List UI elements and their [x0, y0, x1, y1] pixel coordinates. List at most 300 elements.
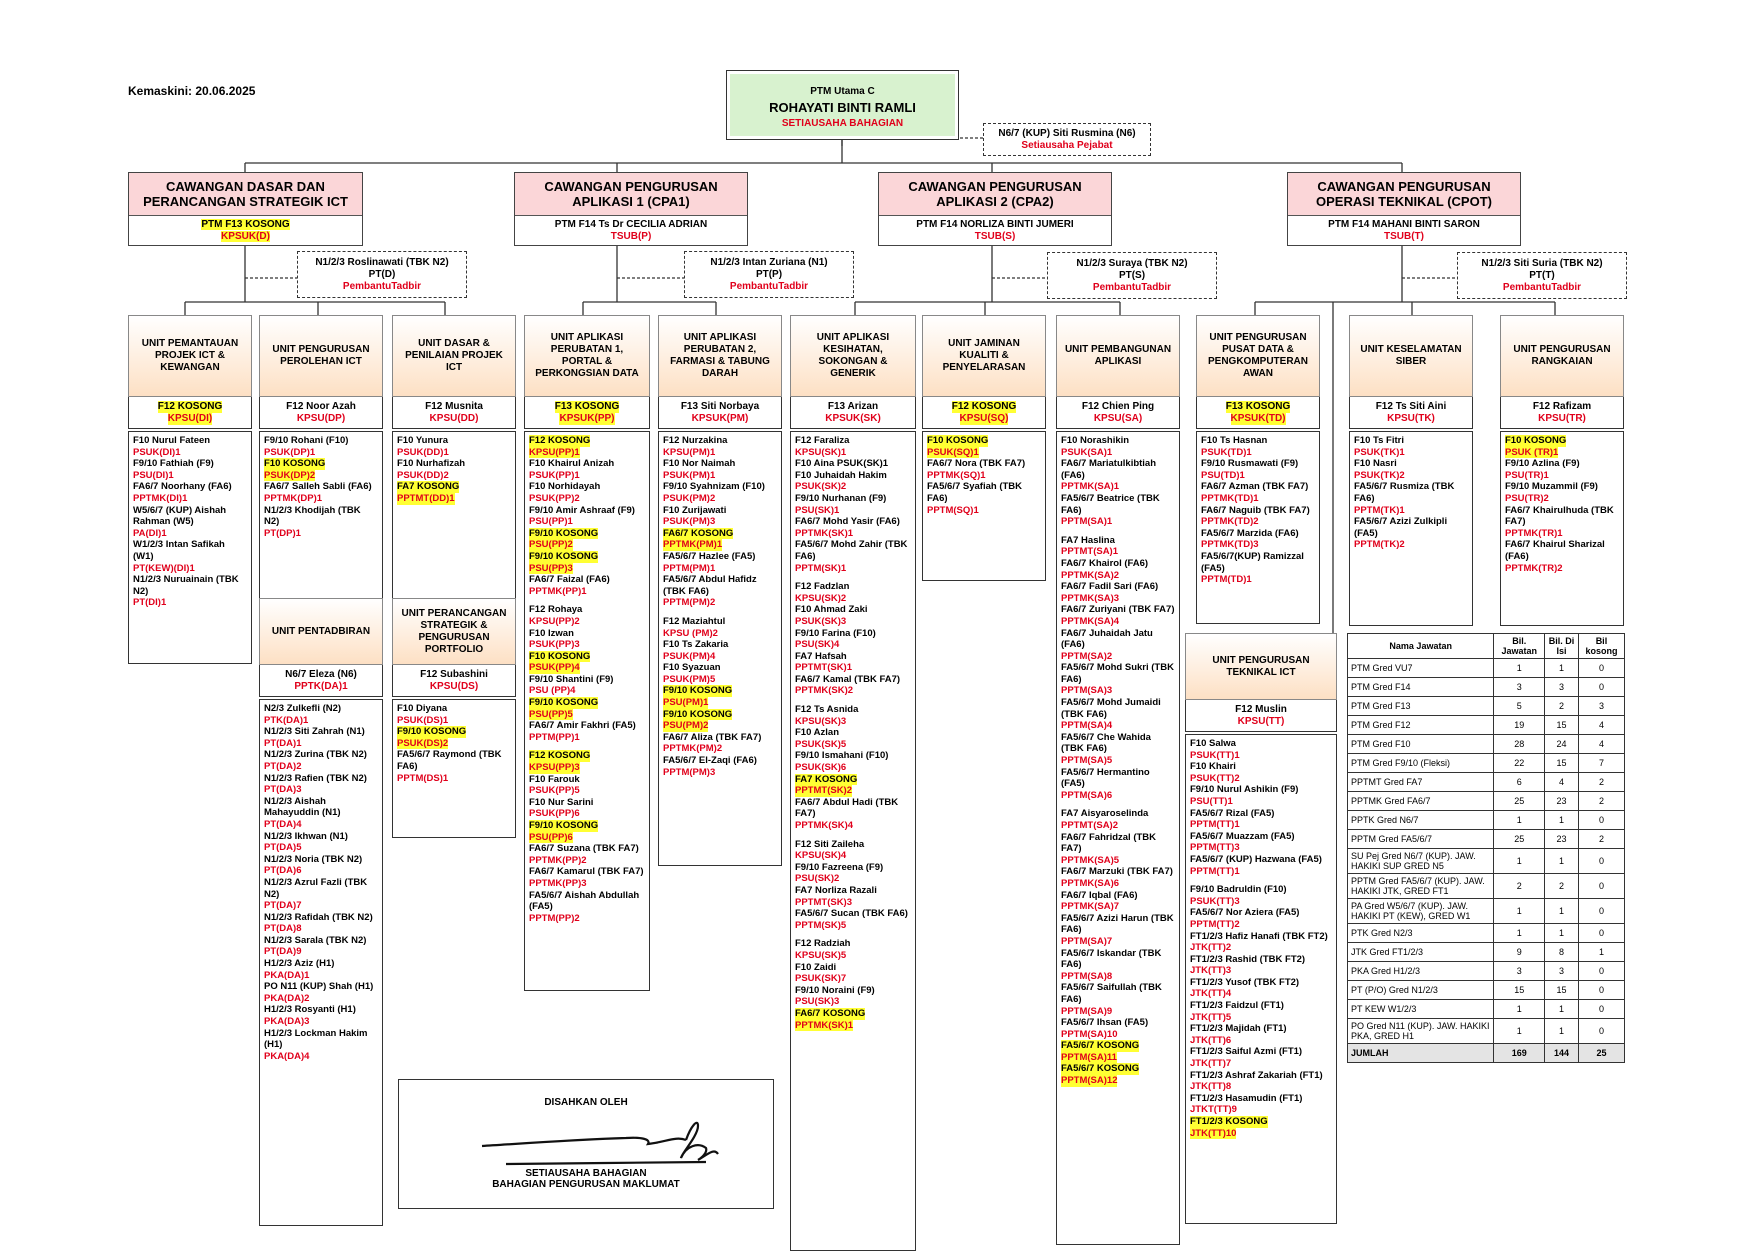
summary-header-cell: Bil kosong [1578, 634, 1624, 659]
admin-assistant-box [684, 251, 854, 298]
staff-entry: FA5/6/7 KOSONG [1061, 1063, 1140, 1075]
summary-cell: 5 [1494, 697, 1545, 716]
unit-head-box [790, 397, 916, 429]
unit-head-name: F12 Noor Azah [286, 400, 356, 412]
summary-cell: PO Gred N11 (KUP). JAW. HAKIKI PKA, GRED H1 [1348, 1019, 1494, 1044]
branch-title: CAWANGAN PENGURUSAN APLIKASI 2 (CPA2) [879, 173, 1111, 216]
staff-entry: JTK(TT)2 [1190, 942, 1232, 954]
staff-entry: FA6/7 Aliza (TBK FA7) [663, 731, 762, 743]
position-summary-table [1347, 633, 1625, 1063]
staff-entry: PSU(PP)2 [529, 539, 573, 551]
unit-head-box [1056, 397, 1180, 429]
staff-entry: F9/10 Nurul Ashikin (F9) [1190, 784, 1299, 796]
staff-entry: F9/10 Ismahani (F10) [795, 750, 889, 762]
staff-entry: FA5/6/7 Rusmiza (TBK FA6) [1354, 481, 1455, 504]
summary-header-cell: Nama Jawatan [1348, 634, 1494, 659]
unit-title-box: UNIT PENGURUSAN TEKNIKAL ICT [1185, 633, 1337, 700]
admin-assistant-name: N1/2/3 Intan Zuriana (N1) [710, 257, 828, 268]
branch-head-name: PTM F14 NORLIZA BINTI JUMERI [916, 219, 1074, 230]
staff-entry: PSU(PM)1 [663, 697, 709, 709]
summary-cell: 4 [1578, 735, 1624, 754]
unit-title-box: UNIT KESELAMATAN SIBER [1349, 315, 1473, 397]
branch-head-code: KPSUK(D) [221, 231, 270, 242]
summary-header-cell: Bil. Di Isi [1545, 634, 1579, 659]
admin-assistant-code: PT(S) [1118, 270, 1146, 281]
staff-entry: F10 Ts Fitri [1354, 435, 1404, 446]
staff-entry: PSUK(PP)6 [529, 808, 580, 820]
staff-entry: FA5/6/7 Muazzam (FA5) [1190, 830, 1295, 842]
summary-total-cell: 169 [1494, 1044, 1545, 1063]
staff-entry: PSUK(TD)1 [1201, 446, 1252, 458]
staff-entry: PT(DA)2 [264, 760, 302, 772]
staff-entry: FA6/7 Kamarul (TBK FA7) [529, 866, 644, 878]
staff-entry: JTKT(TT)9 [1190, 1104, 1237, 1116]
staff-entry: FA6/7 Fadil Sari (FA6) [1061, 581, 1159, 593]
summary-cell: 2 [1545, 697, 1579, 716]
summary-row [1348, 697, 1625, 716]
unit-head-box [922, 397, 1046, 429]
branch-head-name: PTM F14 MAHANI BINTI SARON [1328, 219, 1480, 230]
staff-entry: PSUK(PP)3 [529, 639, 580, 651]
staff-entry: PPTM(SA)11 [1061, 1051, 1117, 1063]
summary-cell: 1 [1545, 849, 1579, 874]
unit-head-code: KPSU(DD) [429, 412, 479, 424]
staff-entry: JTK(TT)3 [1190, 965, 1232, 977]
staff-entry: N1/2/3 Rafidah (TBK N2) [264, 911, 373, 923]
staff-entry: FA6/7 Nora (TBK FA7) [927, 458, 1026, 470]
approver-title: SETIAUSAHA BAHAGIAN [525, 1168, 647, 1179]
staff-entry: FA5/6/7 Sucan (TBK FA6) [795, 908, 908, 920]
staff-entry: PPTMT(SK)2 [795, 785, 852, 797]
summary-cell: 15 [1494, 981, 1545, 1000]
staff-entry: KPSU(PP)3 [529, 762, 580, 774]
staff-entry: F9/10 Rusmawati (F9) [1201, 458, 1299, 470]
staff-entry: PPTMK(SK)1 [795, 527, 854, 539]
staff-entry: PPTM(SA)9 [1061, 1005, 1113, 1017]
unit-staff-list [1500, 431, 1624, 626]
staff-entry: PPTM(SA)3 [1061, 685, 1113, 697]
staff-entry: F10 Zaidi [795, 961, 837, 973]
branch-head [515, 216, 747, 243]
staff-entry: F9/10 Muzammil (F9) [1505, 481, 1598, 493]
admin-assistant-name: N1/2/3 Siti Suria (TBK N2) [1481, 258, 1603, 269]
staff-entry: PPTMK(SA)1 [1061, 481, 1120, 493]
staff-entry: FA5/6/7 Mohd Jumaidi (TBK FA6) [1061, 697, 1161, 720]
summary-cell: 0 [1578, 981, 1624, 1000]
summary-cell: PTM Gred VU7 [1348, 659, 1494, 678]
admin-assistant-box [1457, 252, 1627, 299]
staff-entry: KPSU(SK)4 [795, 850, 847, 862]
summary-row [1348, 716, 1625, 735]
admin-assistant-code: PT(T) [1529, 270, 1555, 281]
staff-entry: JTK(TT)7 [1190, 1058, 1232, 1070]
staff-entry: PPTM(SA)6 [1061, 789, 1113, 801]
staff-entry: FA5/6/7 Hazlee (FA5) [663, 550, 756, 562]
summary-cell: 24 [1545, 735, 1579, 754]
summary-cell: PPTK Gred N6/7 [1348, 811, 1494, 830]
unit-title-box: UNIT PENGURUSAN RANGKAIAN [1500, 315, 1624, 397]
summary-cell: 3 [1578, 697, 1624, 716]
staff-entry: PPTM(SK)5 [795, 919, 847, 931]
branch-title: CAWANGAN PENGURUSAN APLIKASI 1 (CPA1) [515, 173, 747, 216]
staff-entry: JTK(TT)10 [1190, 1127, 1237, 1139]
staff-entry: PO N11 (KUP) Shah (H1) [264, 981, 374, 993]
admin-assistant-box [1047, 252, 1217, 299]
staff-entry: PSUK(PM)4 [663, 650, 716, 662]
staff-entry: PSUK(PM)5 [663, 673, 716, 685]
summary-cell: 25 [1494, 830, 1545, 849]
staff-entry: N1/2/3 Azrul Fazli (TBK N2) [264, 876, 368, 900]
update-date: Kemaskini: 20.06.2025 [128, 84, 256, 98]
staff-entry: FA5/6/7 Azizi Zulkipli (FA5) [1354, 516, 1448, 539]
unit-staff-list [1196, 431, 1320, 624]
summary-cell: 1 [1494, 1019, 1545, 1044]
staff-entry: FA6/7 Khairol (FA6) [1061, 557, 1149, 569]
staff-entry: F9/10 Rohani (F10) [264, 435, 349, 446]
staff-entry: FA6/7 Marzuki (TBK FA7) [1061, 866, 1173, 878]
staff-entry: PPTMK(SK)4 [795, 820, 854, 831]
unit-head-name: F12 Chien Ping [1081, 400, 1155, 412]
summary-row [1348, 981, 1625, 1000]
staff-entry: KPSU(SK)3 [795, 715, 847, 727]
staff-entry: PPTM(PM)2 [663, 597, 716, 609]
staff-entry: FA6/7 Juhaidah Jatu (FA6) [1061, 627, 1153, 651]
summary-cell: 0 [1578, 874, 1624, 899]
admin-assistant-code: PT(D) [368, 269, 396, 280]
staff-entry: PSU(TD)1 [1201, 469, 1245, 481]
unit-staff-list [1056, 431, 1180, 1245]
staff-entry: PSU(SK)1 [795, 504, 840, 516]
summary-cell: 9 [1494, 943, 1545, 962]
staff-entry: FA5/6/7 Marzida (FA6) [1201, 527, 1299, 539]
staff-entry: F12 Siti Zaileha [795, 838, 865, 850]
summary-row [1348, 792, 1625, 811]
staff-entry: F12 Radziah [795, 938, 851, 950]
summary-cell: PTM Gred F13 [1348, 697, 1494, 716]
staff-entry: FT1/2/3 Hasamudin (FT1) [1190, 1092, 1303, 1104]
staff-entry: PSUK(DI)1 [133, 446, 181, 458]
branch-box [128, 172, 363, 246]
unit-staff-list [790, 431, 916, 1251]
staff-entry: N1/2/3 Khodijah (TBK N2) [264, 504, 361, 528]
unit-head-box [1185, 700, 1337, 732]
staff-entry: PT(DA)3 [264, 784, 302, 796]
staff-entry: FA5/6/7 Che Wahida (TBK FA6) [1061, 731, 1151, 755]
summary-cell: PPTMK Gred FA6/7 [1348, 792, 1494, 811]
unit-head-name: F12 Muslin [1235, 703, 1287, 715]
summary-cell: PKA Gred H1/2/3 [1348, 962, 1494, 981]
staff-entry: FA6/7 Mohd Yasir (FA6) [795, 516, 900, 528]
staff-entry: JTK(TT)4 [1190, 988, 1232, 1000]
unit-head-code: PPTK(DA)1 [294, 680, 348, 692]
staff-spacer [529, 743, 645, 750]
staff-entry: PSUK(PP)2 [529, 492, 580, 504]
staff-entry: W5/6/7 (KUP) Aishah Rahman (W5) [133, 504, 227, 528]
unit-head-code: KPSU(SQ) [959, 412, 1009, 424]
staff-entry: PPTM(SA)2 [1061, 650, 1113, 662]
staff-entry: PPTMK(SK)1 [795, 1019, 854, 1031]
staff-entry: PPTMK(SA)4 [1061, 615, 1120, 627]
staff-entry: F10 Norhidayah [529, 481, 601, 493]
unit-staff-list [259, 699, 383, 1226]
staff-entry: FT1/2/3 Ashraf Zakariah (FT1) [1190, 1069, 1323, 1081]
approval-box [398, 1079, 774, 1209]
staff-entry: FA6/7 Naguib (TBK FA7) [1201, 504, 1310, 516]
summary-cell: 1 [1494, 899, 1545, 924]
summary-cell: 23 [1545, 792, 1579, 811]
branch-head-name: PTM F13 KOSONG [201, 219, 290, 230]
staff-entry: FA5/6/7 Rizal (FA5) [1190, 807, 1275, 819]
staff-entry: W1/2/3 Intan Safikah (W1) [133, 539, 225, 562]
staff-entry: F9/10 Badruldin (F10) [1190, 884, 1287, 896]
unit-head-box [1500, 397, 1624, 429]
staff-entry: F10 Nurul Fateen [133, 435, 211, 446]
summary-cell: PTM Gred F12 [1348, 716, 1494, 735]
staff-entry: FA5/6/7 Mohd Sukri (TBK FA6) [1061, 662, 1174, 685]
staff-entry: F9/10 Farina (F10) [795, 627, 876, 639]
summary-cell: 1 [1545, 899, 1579, 924]
branch-head-name: PTM F14 Ts Dr CECILIA ADRIAN [554, 219, 708, 230]
staff-entry: PSUK(TK)2 [1354, 469, 1405, 481]
staff-entry: PPTMK(SA)6 [1061, 877, 1120, 889]
staff-entry: N1/2/3 Sarala (TBK N2) [264, 934, 367, 946]
staff-entry: PPTM(PP)2 [529, 912, 580, 924]
staff-entry: PKA(DA)4 [264, 1050, 310, 1062]
unit-head-name: F13 Siti Norbaya [680, 400, 760, 412]
staff-entry: F10 Nur Sarini [529, 796, 594, 808]
summary-cell: 1 [1545, 924, 1579, 943]
staff-entry: F10 Khairi [1190, 761, 1236, 773]
staff-entry: PSUK(DS)1 [397, 714, 449, 726]
summary-cell: 0 [1578, 924, 1624, 943]
staff-spacer [1061, 801, 1175, 808]
unit-head-code: KPSU(TR) [1538, 412, 1586, 424]
staff-entry: H1/2/3 Lockman Hakim (H1) [264, 1027, 368, 1051]
staff-entry: PSU (PP)4 [529, 685, 576, 697]
staff-entry: PSUK(DD)2 [397, 469, 449, 481]
staff-entry: PA(DI)1 [133, 527, 167, 539]
staff-entry: PKA(DA)2 [264, 992, 310, 1004]
summary-cell: 4 [1545, 773, 1579, 792]
staff-entry: F10 Aina PSUK(SK)1 [795, 458, 889, 470]
staff-entry: PPTM(DS)1 [397, 772, 449, 784]
staff-entry: PPTMK(SA)7 [1061, 901, 1120, 913]
staff-entry: FA5/6/7(KUP) Ramizzal (FA5) [1201, 550, 1304, 574]
summary-cell: 2 [1578, 830, 1624, 849]
staff-entry: PPTMT(SK)1 [795, 662, 852, 674]
summary-cell: 2 [1545, 874, 1579, 899]
staff-spacer [795, 574, 911, 581]
staff-entry: FT1/2/3 Yusof (TBK FT2) [1190, 976, 1300, 988]
staff-entry: KPSU(PP)1 [529, 446, 580, 458]
staff-entry: PT(DA)7 [264, 900, 302, 912]
staff-entry: FA6/7 KOSONG [795, 1007, 866, 1019]
staff-entry: FA5/6/7 Saifullah (TBK FA6) [1061, 982, 1162, 1005]
staff-spacer [1061, 528, 1175, 535]
summary-total-row [1348, 1044, 1625, 1063]
unit-head-code: KPSUK(SK) [825, 412, 881, 424]
staff-entry: PSUK(TT)3 [1190, 895, 1240, 907]
staff-entry: PPTMK(SA)2 [1061, 569, 1120, 581]
staff-entry: F9/10 KOSONG [529, 820, 599, 831]
staff-entry: KPSU(PM)1 [663, 446, 716, 458]
staff-entry: PPTMK(SK)2 [795, 685, 854, 697]
unit-title-box: UNIT PENGURUSAN PEROLEHAN ICT [259, 315, 383, 397]
staff-entry: F10 Azlan [795, 727, 839, 739]
unit-title-box: UNIT PEMBANGUNAN APLIKASI [1056, 315, 1180, 397]
staff-entry: FA7 KOSONG [795, 773, 858, 785]
summary-cell: 22 [1494, 754, 1545, 773]
staff-entry: F12 KOSONG [529, 750, 591, 762]
staff-spacer [663, 609, 777, 616]
staff-entry: KPSU(PP)2 [529, 615, 580, 627]
staff-entry: F10 Nurhafizah [397, 458, 466, 470]
unit-staff-list [392, 431, 516, 608]
unit-head-box [128, 397, 252, 429]
staff-entry: PPTM(TT)3 [1190, 842, 1240, 854]
staff-entry: PPTMK(TR)1 [1505, 527, 1563, 539]
staff-entry: PSUK(SA)1 [1061, 446, 1113, 458]
head-of-division-box [726, 70, 959, 140]
staff-entry: PPTM(SA)7 [1061, 935, 1113, 947]
summary-cell: 0 [1578, 678, 1624, 697]
staff-spacer [795, 931, 911, 938]
staff-entry: F10 KOSONG [927, 435, 989, 446]
staff-entry: F10 KOSONG [1505, 435, 1567, 446]
staff-entry: PSUK(TT)1 [1190, 749, 1240, 761]
unit-head-name: F12 KOSONG [951, 400, 1017, 412]
unit-head-name: F12 KOSONG [157, 400, 223, 412]
staff-entry: FA5/6/7 Mohd Zahir (TBK FA6) [795, 539, 908, 562]
staff-entry: PSUK(DS)2 [397, 737, 449, 749]
unit-head-code: KPSU(SA) [1093, 412, 1143, 424]
branch-head [129, 216, 362, 243]
approver-department: BAHAGIAN PENGURUSAN MAKLUMAT [492, 1179, 680, 1190]
unit-staff-list [1349, 431, 1473, 626]
summary-row [1348, 1019, 1625, 1044]
staff-entry: N1/2/3 Rafien (TBK N2) [264, 772, 367, 784]
staff-entry: F9/10 Noraini (F9) [795, 984, 875, 996]
staff-entry: FA6/7 Zuriyani (TBK FA7) [1061, 604, 1175, 616]
head-grade: PTM Utama C [810, 86, 875, 97]
summary-cell: 1 [1494, 924, 1545, 943]
unit-staff-list [259, 431, 383, 608]
branch-head [1288, 216, 1520, 243]
staff-entry: FA5/6/7 Beatrice (TBK FA6) [1061, 492, 1160, 516]
staff-entry: F10 Salwa [1190, 738, 1236, 749]
summary-cell: SU Pej Gred N6/7 (KUP). JAW. HAKIKI SUP GRED N5 [1348, 849, 1494, 874]
staff-entry: FA7 Aisyaroselinda [1061, 808, 1149, 820]
staff-entry: F9/10 Fazreena (F9) [795, 861, 884, 873]
admin-assistant-name: N1/2/3 Roslinawati (TBK N2) [315, 257, 449, 268]
staff-entry: JTK(TT)5 [1190, 1011, 1232, 1023]
staff-entry: PKA(DA)3 [264, 1016, 310, 1028]
summary-cell: 2 [1494, 874, 1545, 899]
staff-entry: PSU(PP)6 [529, 831, 573, 843]
staff-entry: PPTM(SA)12 [1061, 1075, 1118, 1087]
staff-entry: F9/10 Fathiah (F9) [133, 458, 214, 470]
staff-entry: PPTMK(PM)1 [663, 539, 723, 551]
admin-assistant-role: PembantuTadbir [729, 281, 809, 292]
summary-row [1348, 754, 1625, 773]
staff-entry: F10 Khairul Anizah [529, 458, 615, 470]
summary-cell: 1 [1545, 659, 1579, 678]
staff-entry: KPSU(SK)1 [795, 446, 847, 458]
staff-entry: PPTM(TT)2 [1190, 918, 1240, 930]
unit-head-code: KPSU(DP) [296, 412, 346, 424]
unit-title-box: UNIT APLIKASI PERUBATAN 1, PORTAL & PERKONGSIAN DATA [524, 315, 650, 397]
staff-entry: PT(DI)1 [133, 597, 167, 609]
unit-head-name: F13 KOSONG [554, 400, 620, 412]
staff-entry: FA6/7 KOSONG [663, 527, 734, 539]
summary-row [1348, 849, 1625, 874]
staff-entry: PPTM(SA)10 [1061, 1028, 1118, 1040]
staff-entry: PPTMK(PP)3 [529, 877, 587, 889]
unit-head-box [259, 665, 383, 697]
summary-row [1348, 874, 1625, 899]
staff-entry: F12 Maziahtul [663, 615, 726, 627]
staff-entry: FA6/7 Amir Fakhri (FA5) [529, 720, 636, 732]
staff-entry: F10 Nor Naimah [663, 458, 736, 470]
summary-cell: PT KEW W1/2/3 [1348, 1000, 1494, 1019]
summary-row [1348, 924, 1625, 943]
staff-entry: FA5/6/7 Abdul Hafidz (TBK FA6) [663, 574, 757, 597]
staff-entry: PSU(SK)4 [795, 639, 840, 651]
office-secretary-box [983, 123, 1151, 156]
branch-head [879, 216, 1111, 243]
staff-entry: PPTM(SA)5 [1061, 755, 1113, 767]
admin-assistant-role: PembantuTadbir [342, 281, 422, 292]
staff-entry: F9/10 KOSONG [397, 726, 467, 738]
unit-title-box: UNIT DASAR & PENILAIAN PROJEK ICT [392, 315, 516, 397]
branch-title: CAWANGAN DASAR DAN PERANCANGAN STRATEGIK ICT [129, 173, 362, 216]
staff-entry: F9/10 KOSONG [529, 550, 599, 562]
summary-cell: 15 [1545, 754, 1579, 773]
staff-entry: F12 Nurzakina [663, 435, 728, 446]
summary-cell: 28 [1494, 735, 1545, 754]
summary-row [1348, 678, 1625, 697]
staff-entry: PPTM(PM)3 [663, 766, 716, 778]
staff-entry: F12 Fadzlan [795, 581, 850, 593]
summary-row [1348, 1000, 1625, 1019]
branch-title: CAWANGAN PENGURUSAN OPERASI TEKNIKAL (CPOT) [1288, 173, 1520, 216]
staff-entry: PPTMK(SA)3 [1061, 592, 1120, 604]
branch-head-code: TSUB(P) [610, 231, 652, 242]
staff-entry: PSUK(PM)2 [663, 492, 716, 504]
admin-assistant-role: PembantuTadbir [1502, 282, 1582, 293]
unit-head-code: KPSUK(PM) [691, 412, 749, 424]
staff-entry: PSUK(SK)5 [795, 738, 847, 750]
unit-staff-list [128, 431, 252, 664]
staff-entry: F10 KOSONG [264, 458, 326, 470]
staff-entry: F10 Norashikin [1061, 435, 1130, 446]
summary-cell: 2 [1578, 792, 1624, 811]
staff-entry: PPTMK(PM)2 [663, 743, 723, 755]
staff-entry: PPTM(SA)4 [1061, 720, 1113, 732]
staff-entry: N1/2/3 Noria (TBK N2) [264, 853, 363, 865]
staff-entry: PPTMT(DD)1 [397, 492, 455, 504]
unit-title-box: UNIT PENTADBIRAN [259, 598, 383, 665]
staff-entry: PPTMK(PP)1 [529, 585, 587, 597]
staff-entry: PT(KEW)(DI)1 [133, 562, 195, 574]
staff-entry: FA7 KOSONG [397, 481, 460, 493]
summary-cell: 0 [1578, 962, 1624, 981]
staff-entry: FA6/7 Mariatulkibtiah (FA6) [1061, 458, 1157, 481]
staff-entry: PSUK(DD)1 [397, 446, 449, 458]
staff-entry: PT(DP)1 [264, 527, 301, 539]
staff-entry: F10 Farouk [529, 773, 580, 785]
staff-entry: JTK(TT)8 [1190, 1081, 1232, 1093]
